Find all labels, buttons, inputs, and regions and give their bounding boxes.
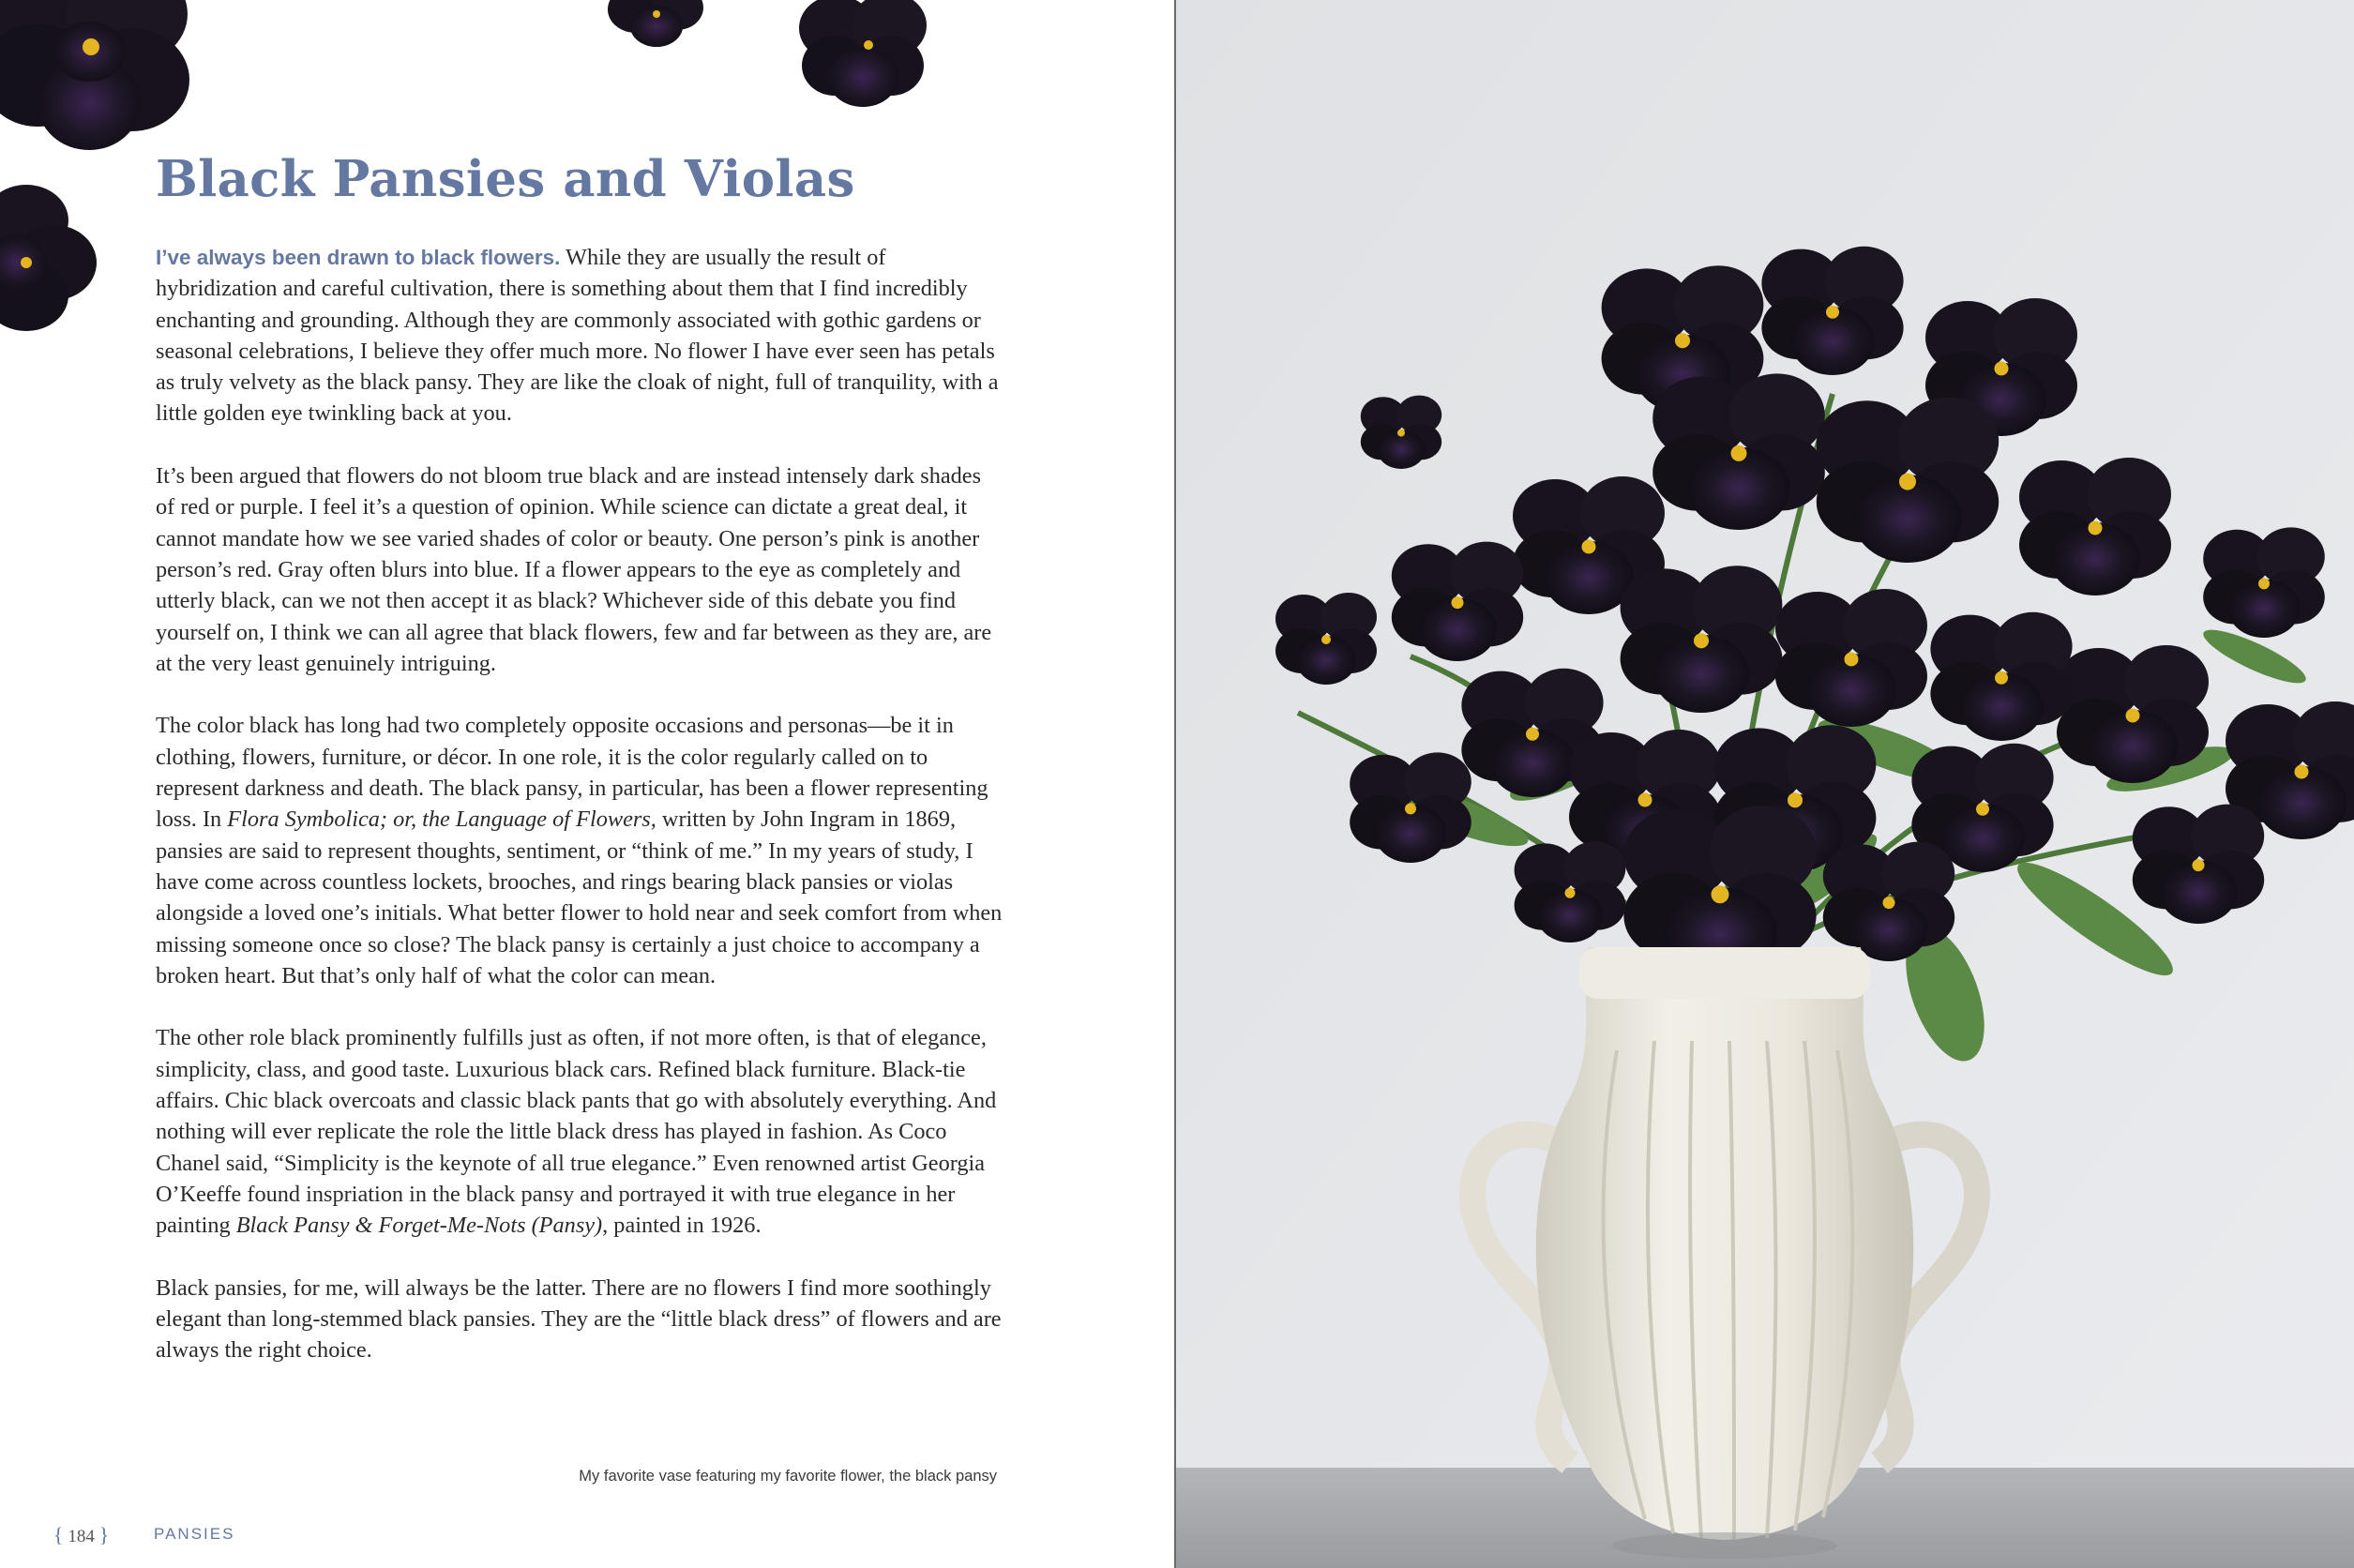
pansy-icon [0,185,97,331]
paragraph: It’s been argued that flowers do not bloom true black and are instead intensely dark shades of red or purple. I feel it’s a question of opinion. While science can dictate a great deal, it cannot mandate how we see varied shades of color or beauty. One person’s pink is another person’s red. Gray often blurs into blue. If a flower appears to the eye as completely and utterly black, can we not then accept it as black? Whichever side of this debate you find yourself on, I think we can all agree that black flowers, few and far between as they are, are at the very least genuinely intriguing. [156,463,992,676]
brace-left-icon: { [53,1523,64,1546]
lead-in: I’ve always been drawn to black flowers. [156,246,561,269]
brace-right-icon: } [98,1523,110,1546]
book-title: Flora Symbolica; or, the Language of Flowers, [227,807,656,833]
paragraph [156,242,1004,430]
paragraph [156,710,1004,991]
painting-title: Black Pansy & Forget-Me-Nots (Pansy) [235,1213,603,1239]
paragraph: Black pansies, for me, will always be the latter. There are no flowers I find more soothingly elegant than long-stemmed black pansies. They are the “little black dress” of flowers and are always the right choice. [156,1274,1002,1364]
paragraph-text: , painted in 1926. [602,1213,762,1239]
paragraph-text: written by John Ingram in 1869, pansies are said to represent thoughts, sentiment, or “think of me.” In my years of study, I have come across countless lockets, brooches, and rings bearing black pansies or violas alongside a loved one’s initials. What better flower to hold near and seek comfort from when missing someone once so close? The black pansy is certainly a just choice to accompany a broken heart. But that’s only half of what the color can mean. [156,807,1003,988]
page-number [53,1523,109,1547]
bouquet-photo [1176,0,2354,1568]
left-page [0,0,1175,1568]
pansy-icon [0,0,189,150]
running-head: PANSIES [154,1525,235,1543]
pansy-icon [608,0,703,47]
pansy-icon [799,0,927,107]
article-body [156,242,1004,1397]
paragraph-text: The other role black prominently fulfills just as often, if not more often, is that of elegance, simplicity, class, and good taste. Luxurious black cars. Refined black furniture. Black-tie affairs. Chic black overcoats and classic black pants that go with absolutely everything. And nothing will ever replicate the role the little black dress has played in fashion. As Coco Chanel said, “Simplicity is the keynote of all true elegance.” Even renowned artist Georgia O’Keeffe found inspriation in the black pansy and portrayed it with true elegance in her painting [156,1025,997,1239]
page-number-value: 184 [68,1527,95,1546]
paragraph [156,1022,1004,1241]
right-page [1176,0,2354,1568]
photo-caption: My favorite vase featuring my favorite flower, the black pansy [579,1468,997,1485]
paragraph-text: While they are usually the result of hybridization and careful cultivation, there is something about them that I find incredibly enchanting and grounding. Although they are commonly associated with gothic gardens or seasonal celebrations, I believe they offer much more. No flower I have ever seen has petals as truly velvety as the black pansy. They are like the cloak of night, full of tranquility, with a little golden eye twinkling back at you. [156,245,999,427]
page-title: Black Pansies and Violas [156,150,855,208]
paragraph-text: The color black has long had two completely opposite occasions and personas—be it in clothing, flowers, furniture, or décor. In one role, it is the color regularly called on to represent darkness and death. The black pansy, in particular, has been a flower representing loss. In [156,713,988,833]
